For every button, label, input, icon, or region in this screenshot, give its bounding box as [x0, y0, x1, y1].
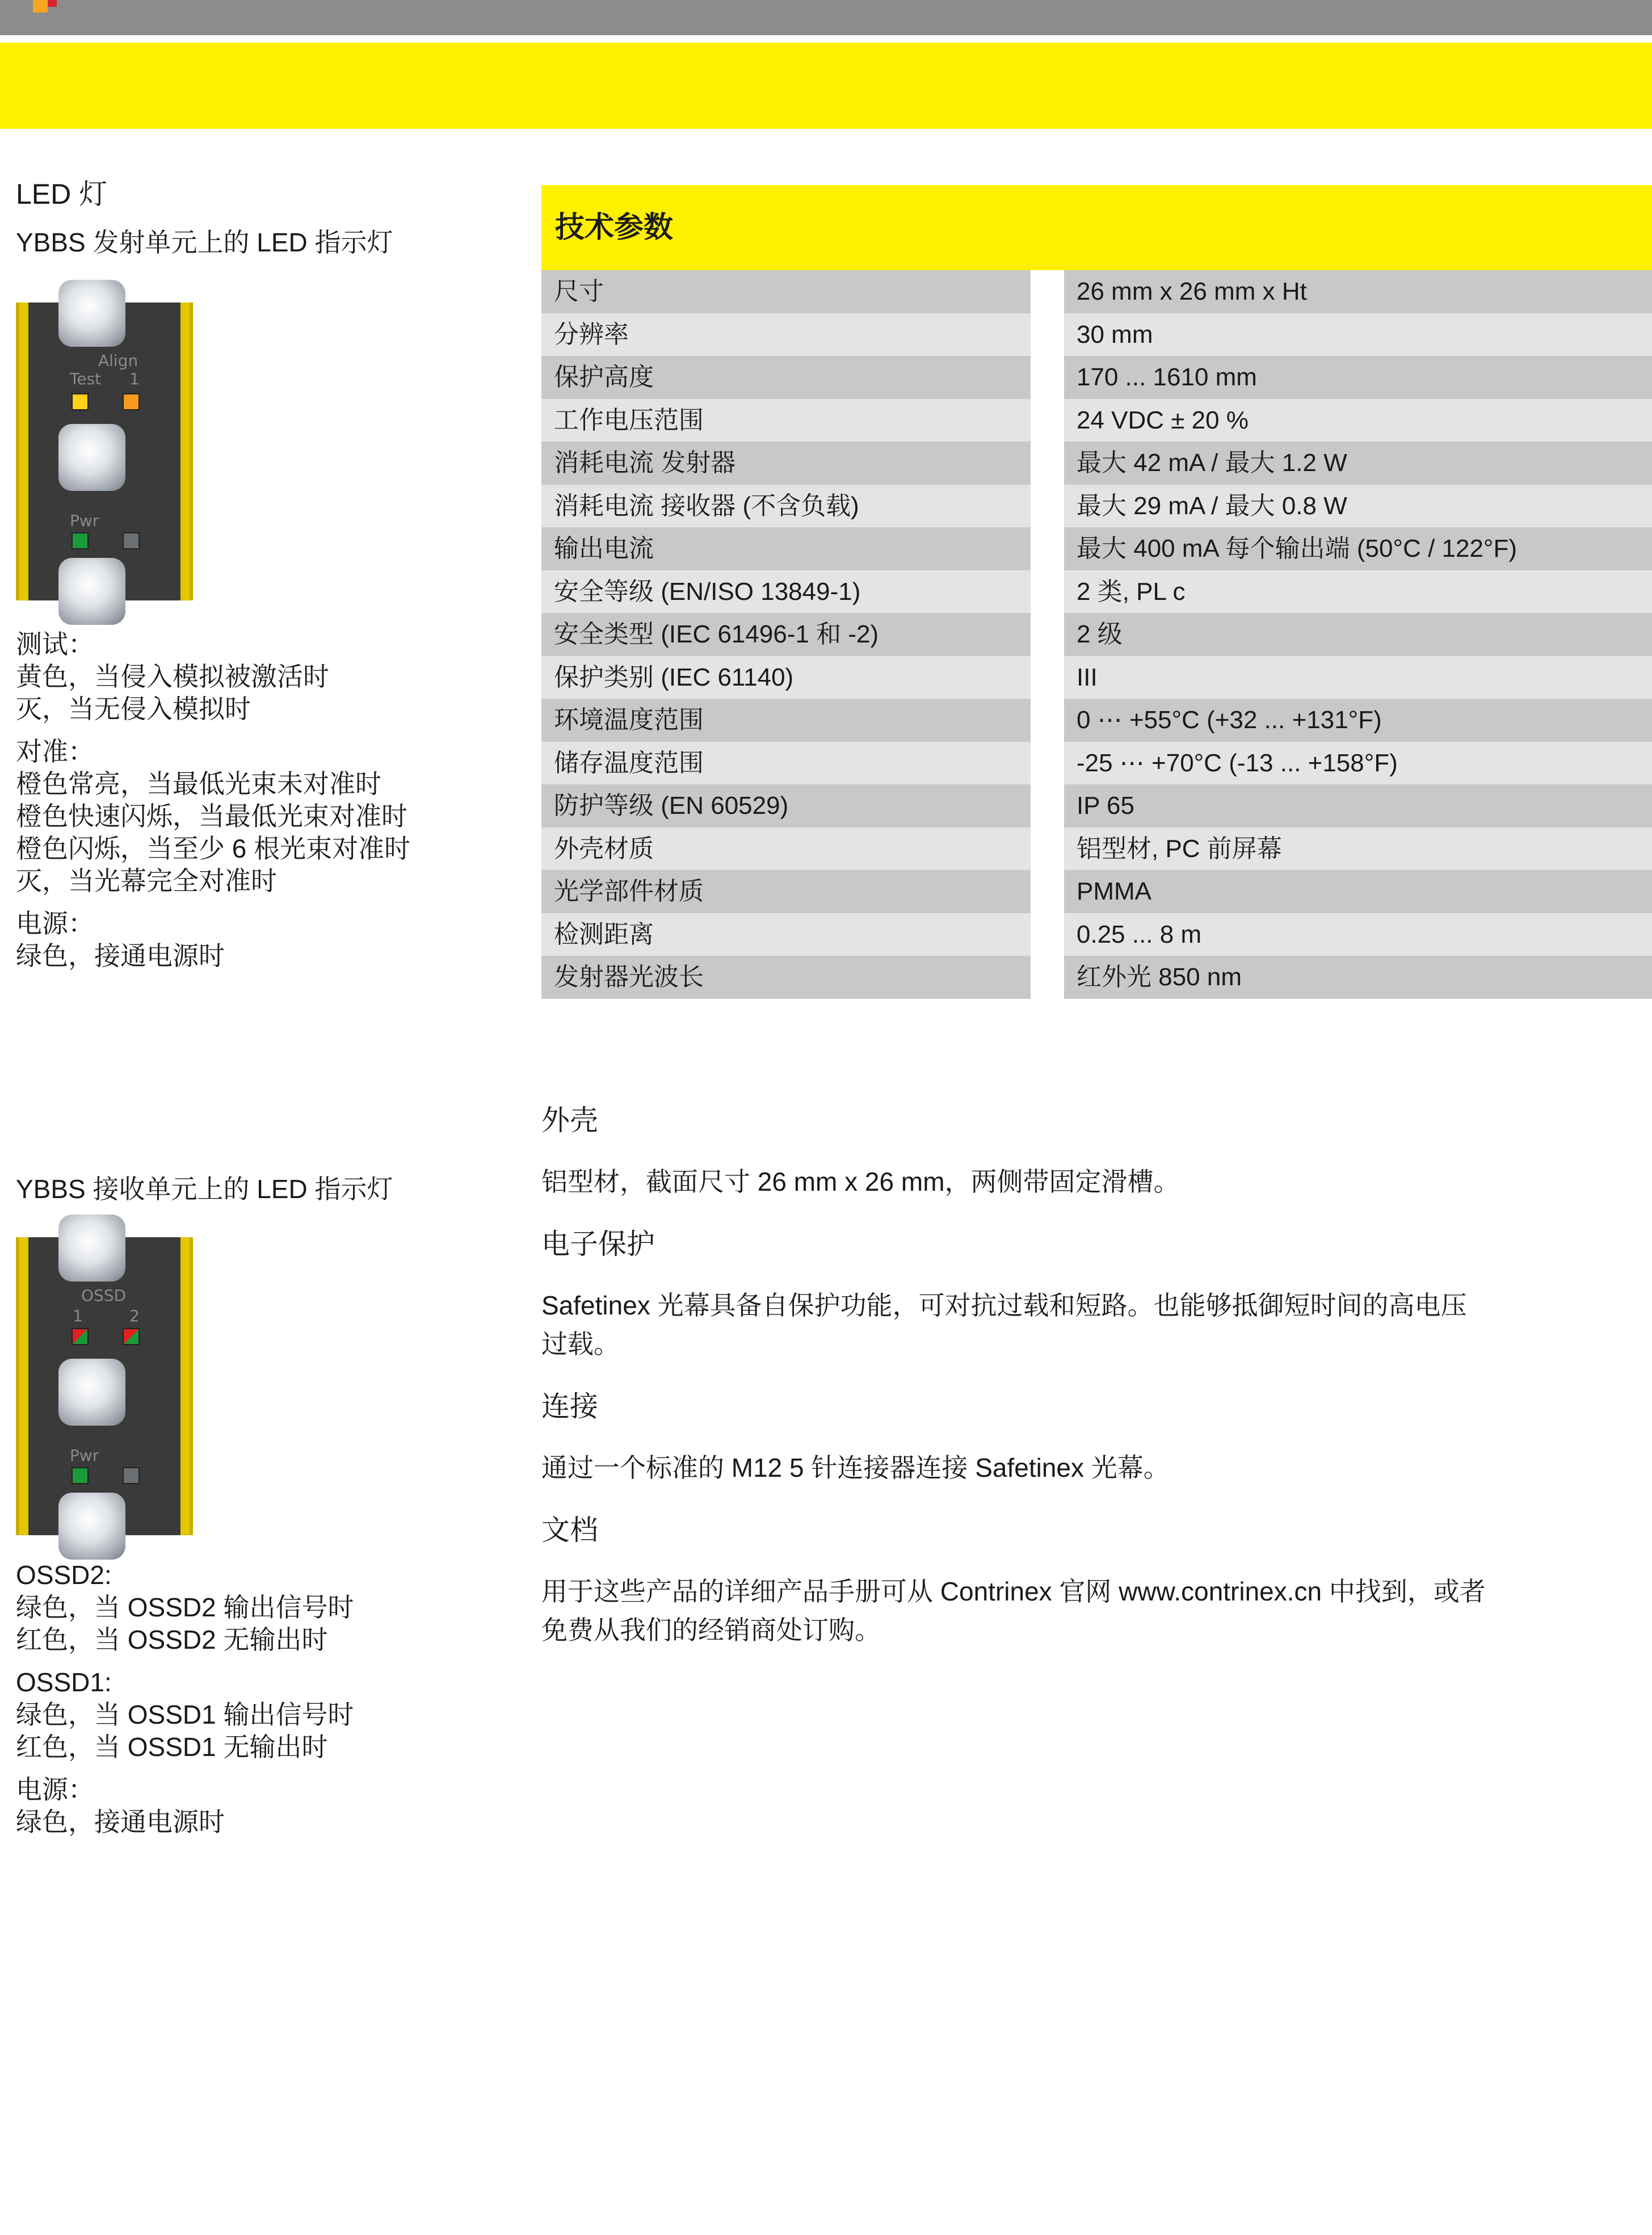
table-row: [541, 784, 1652, 827]
receiver-lens-bottom: [58, 1493, 125, 1560]
section-line: 用于这些产品的详细产品手册可从 Contrinex 官网 www.contrinex.cn 中找到，或者: [541, 1577, 1486, 1606]
group-line: 绿色，接通电源时: [16, 941, 225, 971]
table-row: [541, 313, 1652, 356]
section-text: [541, 1286, 1563, 1363]
table-row: [541, 870, 1652, 913]
spec-key: 外壳材质: [541, 827, 1031, 871]
led-heading-block: [16, 177, 515, 258]
description-sections: [541, 1103, 1563, 1675]
table-row: [541, 485, 1652, 528]
table-row: [541, 270, 1652, 313]
table-row: [541, 656, 1652, 699]
group-line: 绿色，接通电源时: [16, 1807, 225, 1837]
group-label: 电源：: [16, 1775, 94, 1804]
spec-key: 保护类别 (IEC 61140): [541, 656, 1031, 699]
spec-key: 安全等级 (EN/ISO 13849-1): [541, 570, 1031, 614]
power-led-off-icon: [123, 532, 140, 549]
group-line: 橙色闪烁，当至少 6 根光束对准时: [16, 834, 411, 863]
group-line: 红色，当 OSSD2 无输出时: [16, 1625, 328, 1654]
spec-value: 26 mm x 26 mm x Ht: [1064, 270, 1652, 313]
receiver-led-description: [16, 1559, 515, 1849]
spec-value: 最大 42 mA / 最大 1.2 W: [1064, 442, 1652, 485]
group-label: 电源：: [16, 909, 94, 938]
spec-value: 0 ⋯ +55°C (+32 ... +131°F): [1064, 699, 1652, 742]
spec-key: 消耗电流 发射器: [541, 442, 1031, 485]
ossd2-number-label: 2: [129, 1306, 140, 1325]
spec-key: 消耗电流 接收器 (不含负载): [541, 485, 1031, 528]
tech-specs-title: 技术参数: [541, 185, 1652, 270]
group-line: 红色，当 OSSD1 无输出时: [16, 1732, 328, 1762]
section-text: [541, 1448, 1563, 1487]
table-row: [541, 570, 1652, 614]
emitter-lens-top: [58, 280, 125, 347]
section-title: 文档: [541, 1514, 598, 1546]
spec-value: 铝型材, PC 前屏幕: [1064, 827, 1652, 871]
spec-value: 红外光 850 nm: [1064, 956, 1652, 999]
section-line: 铝型材，截面尺寸 26 mm x 26 mm，两侧带固定滑槽。: [541, 1167, 1180, 1196]
align-led-orange-icon: [123, 393, 140, 410]
section-title: 外壳: [541, 1104, 598, 1136]
group-label: OSSD2:: [16, 1560, 112, 1590]
table-row: [541, 742, 1652, 785]
spec-key: 尺寸: [541, 270, 1031, 313]
spec-value: -25 ⋯ +70°C (-13 ... +158°F): [1064, 742, 1652, 785]
spec-value: IP 65: [1064, 784, 1652, 827]
spec-value: 0.25 ... 8 m: [1064, 913, 1652, 956]
emitter-led-strip-image: [16, 303, 193, 600]
receiver-power-led-off-icon: [123, 1467, 140, 1484]
group-line: 绿色，当 OSSD2 输出信号时: [16, 1593, 354, 1622]
spec-key: 输出电流: [541, 527, 1031, 570]
spec-value: 最大 400 mA 每个输出端 (50°C / 122°F): [1064, 527, 1652, 570]
receiver-lens-middle: [58, 1359, 125, 1426]
brand-logo-icon: [23, 0, 68, 16]
table-row: [541, 956, 1652, 999]
emitter-led-title: YBBS 发射单元上的 LED 指示灯: [16, 228, 393, 257]
spec-key: 发射器光波长: [541, 956, 1031, 999]
spec-key: 保护高度: [541, 356, 1031, 399]
group-line: 黄色，当侵入模拟被激活时: [16, 662, 329, 691]
receiver-led-strip-image: [16, 1237, 193, 1535]
receiver-lens-top: [58, 1215, 125, 1282]
spec-value: 24 VDC ± 20 %: [1064, 399, 1652, 442]
table-row: [541, 527, 1652, 570]
spec-value: PMMA: [1064, 870, 1652, 913]
ossd-label: OSSD: [81, 1286, 127, 1305]
table-row: [541, 356, 1652, 399]
table-row: [541, 399, 1652, 442]
spec-key: 安全类型 (IEC 61496-1 和 -2): [541, 613, 1031, 656]
spec-key: 分辨率: [541, 313, 1031, 356]
ossd2-led-icon: [123, 1328, 140, 1345]
spec-key: 防护等级 (EN 60529): [541, 784, 1031, 827]
group-line: 灭，当无侵入模拟时: [16, 694, 251, 724]
section-line: 免费从我们的经销商处订购。: [541, 1615, 881, 1645]
led-heading: LED 灯: [16, 178, 108, 210]
receiver-pwr-label: Pwr: [70, 1446, 99, 1465]
test-label: Test: [70, 369, 102, 388]
tech-specs-table: [541, 185, 1652, 999]
group-label: 测试：: [16, 629, 94, 659]
section-text: [541, 1572, 1563, 1649]
yellow-header-band: [0, 43, 1652, 129]
test-led-yellow-icon: [72, 393, 89, 410]
group-line: 橙色快速闪烁，当最低光束对准时: [16, 801, 407, 831]
spec-value: 170 ... 1610 mm: [1064, 356, 1652, 399]
spec-value: 2 级: [1064, 613, 1652, 656]
power-led-green-icon: [72, 532, 89, 549]
receiver-group-power: [16, 1774, 515, 1838]
table-row: [541, 699, 1652, 742]
ossd1-number-label: 1: [73, 1306, 83, 1325]
receiver-led-title: YBBS 接收单元上的 LED 指示灯: [16, 1174, 393, 1204]
table-row: [541, 827, 1652, 871]
align-number-label: 1: [129, 369, 140, 388]
spec-value: 最大 29 mA / 最大 0.8 W: [1064, 485, 1652, 528]
spec-key: 环境温度范围: [541, 699, 1031, 742]
table-row: [541, 913, 1652, 956]
spec-key: 光学部件材质: [541, 870, 1031, 913]
group-line: 橙色常亮，当最低光束未对准时: [16, 769, 381, 799]
section-connection: [541, 1389, 1563, 1487]
section-line: Safetinex 光幕具备自保护功能，可对抗过载和短路。也能够抵御短时间的高电压: [541, 1291, 1467, 1320]
emitter-lens-middle: [58, 424, 125, 491]
section-housing: [541, 1103, 1563, 1201]
group-label: 对准：: [16, 737, 94, 766]
receiver-group-ossd2: [16, 1559, 515, 1656]
section-line: 过载。: [541, 1329, 620, 1359]
receiver-power-led-green-icon: [72, 1467, 89, 1484]
table-row: [541, 613, 1652, 656]
spec-value: 2 类, PL c: [1064, 570, 1652, 614]
emitter-led-description: [16, 628, 515, 982]
emitter-lens-bottom: [58, 558, 125, 625]
emitter-group-power: [16, 908, 515, 972]
ossd1-led-icon: [72, 1328, 89, 1345]
spec-key: 检测距离: [541, 913, 1031, 956]
align-label: Align: [98, 351, 138, 370]
pwr-label: Pwr: [70, 511, 99, 530]
table-row: [541, 442, 1652, 485]
spec-value: III: [1064, 656, 1652, 699]
section-title: 电子保护: [541, 1228, 655, 1260]
emitter-group-test: [16, 628, 515, 725]
section-text: [541, 1162, 1563, 1201]
section-electronic-protection: [541, 1227, 1563, 1363]
top-header-bar: [0, 0, 1652, 35]
group-label: OSSD1:: [16, 1667, 112, 1697]
receiver-group-ossd1: [16, 1666, 515, 1763]
section-line: 通过一个标准的 M12 5 针连接器连接 Safetinex 光幕。: [541, 1453, 1170, 1482]
group-line: 绿色，当 OSSD1 输出信号时: [16, 1700, 354, 1729]
section-documentation: [541, 1513, 1563, 1649]
spec-value: 30 mm: [1064, 313, 1652, 356]
spec-key: 储存温度范围: [541, 742, 1031, 785]
spec-key: 工作电压范围: [541, 399, 1031, 442]
emitter-group-align: [16, 736, 515, 897]
section-title: 连接: [541, 1390, 598, 1422]
group-line: 灭，当光幕完全对准时: [16, 866, 277, 896]
